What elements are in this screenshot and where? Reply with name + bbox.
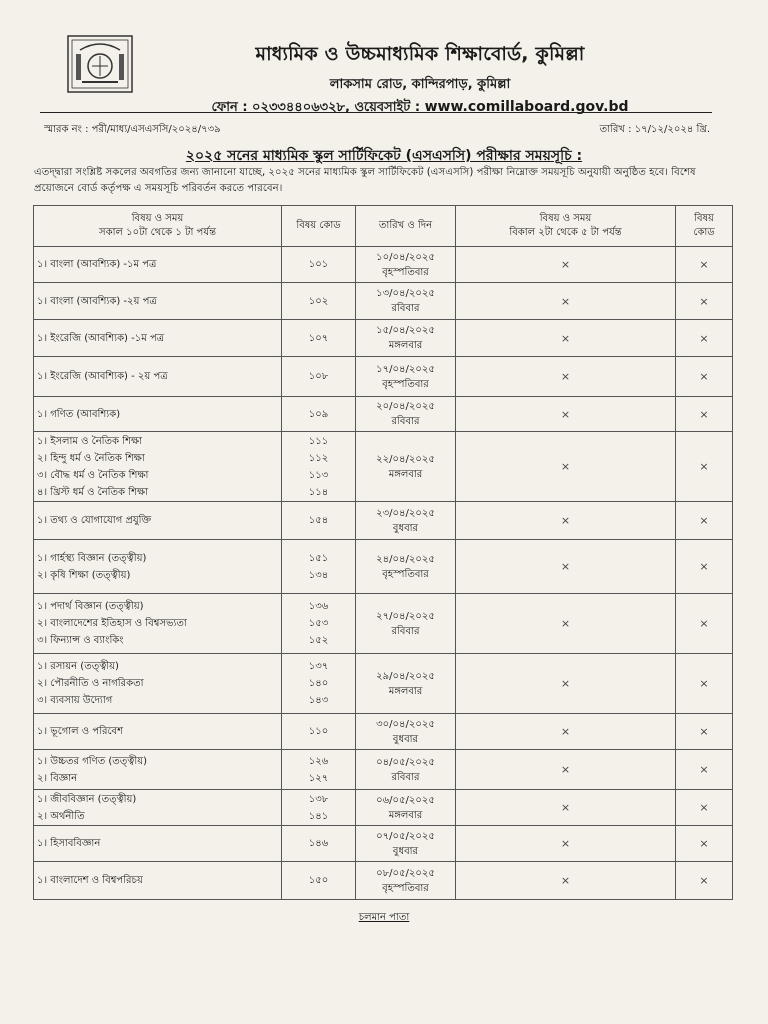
subject-code-cell bbox=[282, 654, 356, 714]
date-day-cell bbox=[356, 540, 456, 594]
subject-code-cell bbox=[282, 826, 356, 862]
subject-code-cell bbox=[282, 714, 356, 750]
subject-cell bbox=[34, 750, 282, 790]
afternoon-subject-cell: × bbox=[456, 826, 676, 862]
afternoon-code-cell: × bbox=[676, 432, 733, 502]
subject-cell bbox=[34, 826, 282, 862]
exam-date: ১৭/০৪/২০২৫ bbox=[376, 363, 435, 375]
subject-code: ১২৭ bbox=[308, 772, 329, 784]
subject-code: ১৪৩ bbox=[308, 695, 329, 706]
afternoon-subject-cell: × bbox=[456, 790, 676, 826]
table-row bbox=[34, 320, 733, 357]
subject-code: ১৩৮ bbox=[308, 793, 329, 805]
subject-cell bbox=[34, 654, 282, 714]
letterhead bbox=[140, 40, 700, 119]
header-code-2: বিষয় কোড bbox=[676, 206, 733, 247]
afternoon-code-cell: × bbox=[676, 594, 733, 654]
afternoon-subject-cell: × bbox=[456, 594, 676, 654]
subject-name: ১। ইংরেজি (আবশ্যিক) - ২য় পত্র bbox=[37, 371, 168, 382]
afternoon-subject-cell: × bbox=[456, 283, 676, 320]
afternoon-code-cell: × bbox=[676, 320, 733, 357]
exam-date: ১৩/০৪/২০২৫ bbox=[376, 288, 435, 299]
subject-code-cell bbox=[282, 283, 356, 320]
notice-text: এতদ্দ্বারা সংশ্লিষ্ট সকলের অবগতির জন্য জানানো যাচ্ছে, ২০২৫ সনের মাধ্যমিক স্কুল সার্টিফিকেট (এসএসসি) পরীক্ষা নিম্নোক্ত সময়সূচি অনুযায়ী অনুষ্ঠিত হবে। বিশেষ প্রয়োজনে বোর্ড কর্তৃপক্ষ এ সময়সূচি পরিবর্তন করতে পারবেন। bbox=[34, 167, 696, 194]
exam-day: বৃহস্পতিবার bbox=[382, 568, 429, 580]
exam-day: বুধবার bbox=[392, 733, 419, 745]
exam-day: বৃহস্পতিবার bbox=[382, 882, 429, 894]
subject-code: ১৩৪ bbox=[308, 569, 329, 581]
table-row bbox=[34, 357, 733, 397]
table-row bbox=[34, 283, 733, 320]
afternoon-subject-cell: × bbox=[456, 357, 676, 397]
date-day-cell bbox=[356, 320, 456, 357]
subject-cell bbox=[34, 862, 282, 900]
date-day-cell bbox=[356, 654, 456, 714]
subject-code-cell bbox=[282, 862, 356, 900]
letterhead-divider bbox=[40, 112, 712, 113]
subject-cell bbox=[34, 357, 282, 397]
continued-label: চলমান পাতা bbox=[358, 912, 410, 923]
subject-name: ৪। খ্রিস্ট ধর্ম ও নৈতিক শিক্ষা bbox=[37, 486, 149, 498]
subject-code: ১০১ bbox=[308, 259, 329, 270]
exam-date: ১০/০৪/২০২৫ bbox=[376, 251, 435, 263]
subject-cell bbox=[34, 540, 282, 594]
afternoon-subject-cell: × bbox=[456, 540, 676, 594]
page-title: ২০২৫ সনের মাধ্যমিক স্কুল সার্টিফিকেট (এসএসসি) পরীক্ষার সময়সূচি : bbox=[185, 148, 583, 164]
afternoon-code-cell: × bbox=[676, 826, 733, 862]
table-row bbox=[34, 790, 733, 826]
afternoon-code-cell: × bbox=[676, 540, 733, 594]
afternoon-code-cell: × bbox=[676, 654, 733, 714]
subject-cell bbox=[34, 790, 282, 826]
website-link[interactable]: www.comillaboard.gov.bd bbox=[424, 99, 629, 115]
afternoon-code-cell: × bbox=[676, 714, 733, 750]
date-day-cell bbox=[356, 594, 456, 654]
afternoon-code-cell: × bbox=[676, 247, 733, 283]
subject-name: ২। পৌরনীতি ও নাগরিকতা bbox=[37, 678, 144, 689]
date-day-cell bbox=[356, 432, 456, 502]
subject-name: ১। গার্হস্থ্য বিজ্ঞান (তত্ত্বীয়) bbox=[37, 552, 147, 564]
exam-day: মঙ্গলবার bbox=[388, 340, 423, 351]
subject-code: ১০৯ bbox=[308, 408, 329, 420]
afternoon-subject-cell: × bbox=[456, 432, 676, 502]
memo-ref: স্মারক নং : পরী/মাধ্য/এসএসসি/২০২৪/৭৩৯ bbox=[44, 124, 221, 135]
subject-name: ১। হিসাববিজ্ঞান bbox=[37, 838, 101, 849]
table-row bbox=[34, 714, 733, 750]
table-row bbox=[34, 397, 733, 432]
subject-cell bbox=[34, 320, 282, 357]
subject-name: ১। রসায়ন (তত্ত্বীয়) bbox=[37, 661, 119, 672]
exam-date: ২৪/০৪/২০২৫ bbox=[376, 553, 435, 565]
afternoon-subject-cell: × bbox=[456, 502, 676, 540]
subject-code: ১৫২ bbox=[308, 635, 329, 646]
table-row bbox=[34, 750, 733, 790]
subject-cell bbox=[34, 714, 282, 750]
afternoon-subject-cell: × bbox=[456, 320, 676, 357]
contact-line bbox=[140, 98, 700, 119]
subject-code: ১৫১ bbox=[308, 552, 329, 564]
board-address: লাকসাম রোড, কান্দিরপাড়, কুমিল্লা bbox=[329, 77, 511, 92]
subject-code: ১০২ bbox=[308, 295, 329, 307]
table-row bbox=[34, 594, 733, 654]
subject-name: ১। জীববিজ্ঞান (তত্ত্বীয়) bbox=[37, 793, 137, 805]
board-name: মাধ্যমিক ও উচ্চমাধ্যমিক শিক্ষাবোর্ড, কুমিল্লা bbox=[255, 43, 585, 65]
table-row bbox=[34, 862, 733, 900]
afternoon-code-cell: × bbox=[676, 750, 733, 790]
afternoon-code-cell: × bbox=[676, 862, 733, 900]
subject-code-cell bbox=[282, 750, 356, 790]
subject-cell bbox=[34, 397, 282, 432]
subject-code-cell bbox=[282, 790, 356, 826]
subject-name: ১। বাংলাদেশ ও বিশ্বপরিচয় bbox=[37, 875, 143, 886]
date-day-cell bbox=[356, 862, 456, 900]
subject-name: ১। বাংলা (আবশ্যিক) -২য় পত্র bbox=[37, 295, 157, 307]
table-row bbox=[34, 654, 733, 714]
subject-cell bbox=[34, 283, 282, 320]
subject-name: ১। তথ্য ও যোগাযোগ প্রযুক্তি bbox=[37, 515, 152, 526]
subject-name: ৩। বৌদ্ধ ধর্ম ও নৈতিক শিক্ষা bbox=[37, 469, 149, 481]
exam-date: ৩০/০৪/২০২৫ bbox=[376, 718, 435, 730]
subject-name: ১। ইসলাম ও নৈতিক শিক্ষা bbox=[37, 435, 143, 447]
afternoon-code-cell: × bbox=[676, 397, 733, 432]
date-day-cell bbox=[356, 397, 456, 432]
exam-date: ২৭/০৪/২০২৫ bbox=[376, 610, 435, 622]
subject-cell bbox=[34, 502, 282, 540]
date-day-cell bbox=[356, 790, 456, 826]
exam-date: ২২/০৪/২০২৫ bbox=[376, 453, 435, 465]
subject-code: ১১২ bbox=[308, 452, 329, 464]
exam-date: ২৩/০৪/২০২৫ bbox=[376, 507, 435, 519]
header-afternoon: বিষয় ও সময় বিকাল ২টা থেকে ৫ টা পর্যন্ত bbox=[456, 206, 676, 247]
afternoon-code-cell: × bbox=[676, 790, 733, 826]
subject-name: ১। ইংরেজি (আবশ্যিক) -১ম পত্র bbox=[37, 332, 165, 344]
afternoon-subject-cell: × bbox=[456, 862, 676, 900]
exam-date: ২৯/০৪/২০২৫ bbox=[376, 670, 435, 682]
exam-date: ২০/০৪/২০২৫ bbox=[376, 401, 435, 412]
subject-code-cell bbox=[282, 357, 356, 397]
table-header-row bbox=[34, 206, 733, 247]
afternoon-code-cell: × bbox=[676, 357, 733, 397]
subject-code-cell bbox=[282, 397, 356, 432]
exam-day: রবিবার bbox=[391, 625, 420, 637]
exam-day: মঙ্গলবার bbox=[388, 468, 423, 480]
subject-code-cell bbox=[282, 432, 356, 502]
afternoon-subject-cell: × bbox=[456, 654, 676, 714]
exam-date: ১৫/০৪/২০২৫ bbox=[376, 325, 435, 336]
exam-day: বৃহস্পতিবার bbox=[382, 266, 429, 278]
subject-name: ৩। ফিন্যান্স ও ব্যাংকিং bbox=[37, 635, 124, 646]
memo-date: তারিখ : ১৭/১২/২০২৪ খ্রি. bbox=[599, 124, 710, 135]
afternoon-subject-cell: × bbox=[456, 714, 676, 750]
exam-date: ০৪/০৫/২০২৫ bbox=[376, 756, 435, 768]
exam-day: বুধবার bbox=[392, 845, 419, 857]
subject-code-cell bbox=[282, 502, 356, 540]
subject-code-cell bbox=[282, 320, 356, 357]
date-day-cell bbox=[356, 283, 456, 320]
exam-schedule-table bbox=[33, 205, 733, 900]
afternoon-subject-cell: × bbox=[456, 247, 676, 283]
header-code: বিষয় কোড bbox=[282, 206, 356, 247]
subject-code: ১৪৬ bbox=[308, 838, 329, 849]
header-date: তারিখ ও দিন bbox=[356, 206, 456, 247]
board-seal-logo-icon bbox=[66, 34, 134, 94]
subject-code: ১৩৭ bbox=[308, 661, 329, 672]
subject-code: ১০৭ bbox=[308, 332, 329, 344]
exam-date: ০৬/০৫/২০২৫ bbox=[376, 794, 435, 806]
subject-name: ২। হিন্দু ধর্ম ও নৈতিক শিক্ষা bbox=[37, 452, 145, 464]
exam-day: রবিবার bbox=[391, 771, 420, 783]
date-day-cell bbox=[356, 357, 456, 397]
subject-code: ১৫৪ bbox=[308, 515, 329, 526]
date-day-cell bbox=[356, 502, 456, 540]
subject-code: ১৩৬ bbox=[308, 601, 329, 612]
afternoon-subject-cell: × bbox=[456, 750, 676, 790]
phone-text: ফোন : ০২৩৩৪৪০৬৩২৮, ওয়েবসাইট : bbox=[211, 100, 425, 115]
table-row bbox=[34, 247, 733, 283]
subject-name: ১। পদার্থ বিজ্ঞান (তত্ত্বীয়) bbox=[37, 601, 144, 612]
subject-cell bbox=[34, 432, 282, 502]
afternoon-code-cell: × bbox=[676, 502, 733, 540]
afternoon-code-cell: × bbox=[676, 283, 733, 320]
date-day-cell bbox=[356, 714, 456, 750]
subject-name: ৩। ব্যবসায় উদ্যোগ bbox=[37, 695, 113, 706]
table-row bbox=[34, 826, 733, 862]
exam-date: ০৭/০৫/২০২৫ bbox=[376, 830, 435, 842]
exam-day: মঙ্গলবার bbox=[388, 685, 423, 697]
date-day-cell bbox=[356, 826, 456, 862]
subject-code-cell bbox=[282, 247, 356, 283]
subject-code: ১৪১ bbox=[308, 810, 329, 822]
subject-code: ১৫৩ bbox=[308, 618, 329, 629]
exam-day: মঙ্গলবার bbox=[388, 809, 423, 821]
subject-code: ১২৬ bbox=[308, 755, 329, 767]
subject-code: ১০৮ bbox=[308, 371, 329, 382]
date-day-cell bbox=[356, 247, 456, 283]
subject-name: ১। বাংলা (আবশ্যিক) -১ম পত্র bbox=[37, 259, 157, 270]
exam-date: ০৮/০৫/২০২৫ bbox=[376, 867, 435, 879]
subject-name: ১। ভূগোল ও পরিবেশ bbox=[37, 726, 123, 737]
subject-code-cell bbox=[282, 540, 356, 594]
subject-name: ২। কৃষি শিক্ষা (তত্ত্বীয়) bbox=[37, 569, 131, 581]
exam-day: রবিবার bbox=[391, 303, 420, 314]
header-morning: বিষয় ও সময় সকাল ১০টা থেকে ১ টা পর্যন্ত bbox=[34, 206, 282, 247]
subject-cell bbox=[34, 594, 282, 654]
subject-name: ১। গণিত (আবশ্যিক) bbox=[37, 408, 121, 420]
subject-code: ১১০ bbox=[308, 726, 329, 737]
exam-day: বুধবার bbox=[392, 522, 419, 534]
exam-day: রবিবার bbox=[391, 416, 420, 427]
subject-code: ১১৪ bbox=[308, 486, 329, 498]
subject-code: ১১৩ bbox=[308, 469, 329, 481]
date-day-cell bbox=[356, 750, 456, 790]
subject-code: ১১১ bbox=[308, 435, 329, 447]
exam-day: বৃহস্পতিবার bbox=[382, 378, 429, 390]
subject-code: ১৪০ bbox=[308, 678, 329, 689]
table-row bbox=[34, 540, 733, 594]
afternoon-subject-cell: × bbox=[456, 397, 676, 432]
subject-code-cell bbox=[282, 594, 356, 654]
table-row bbox=[34, 432, 733, 502]
subject-name: ১। উচ্চতর গণিত (তত্ত্বীয়) bbox=[37, 755, 148, 767]
subject-cell bbox=[34, 247, 282, 283]
subject-name: ২। অর্থনীতি bbox=[37, 810, 85, 822]
subject-name: ২। বাংলাদেশের ইতিহাস ও বিশ্বসভ্যতা bbox=[37, 618, 187, 629]
subject-name: ২। বিজ্ঞান bbox=[37, 772, 78, 784]
subject-code: ১৫০ bbox=[308, 875, 329, 886]
table-row bbox=[34, 502, 733, 540]
